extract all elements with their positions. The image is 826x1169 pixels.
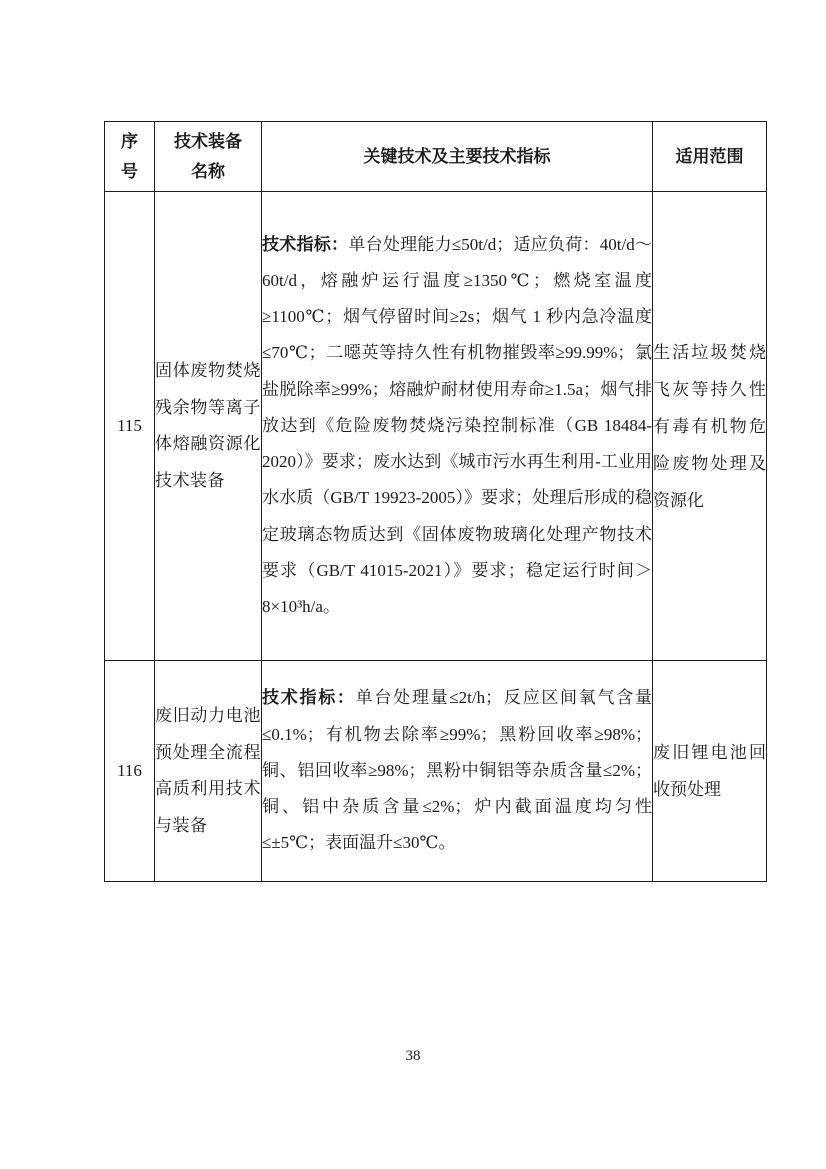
header-equipment-name-line1: 技术装备 bbox=[174, 131, 242, 151]
row-116-equipment-name: 废旧动力电池预处理全流程高质利用技术与装备 bbox=[155, 661, 262, 882]
table-header-row bbox=[105, 122, 767, 192]
row-116-indicator-text: 单台处理量≤2t/h；反应区间氧气含量≤0.1%；有机物去除率≥99%；黑粉回收率≥98%；铜、铝回收率≥98%；黑粉中铜铝等杂质含量≤2%；铜、铝中杂质含量≤2%；炉内截面温度均匀性≤±5℃；表面温升≤30℃。 bbox=[262, 688, 652, 853]
row-115-indicators bbox=[262, 192, 653, 661]
row-115-indicator-label: 技术指标： bbox=[262, 234, 349, 254]
row-116-indicators bbox=[262, 661, 653, 882]
header-key-indicators: 关键技术及主要技术指标 bbox=[262, 122, 653, 192]
header-serial-line2: 号 bbox=[121, 161, 138, 181]
row-116-serial: 116 bbox=[105, 661, 155, 882]
table-row-116 bbox=[105, 661, 767, 882]
header-equipment-name-line2: 名称 bbox=[191, 161, 225, 181]
header-applicable-scope: 适用范围 bbox=[653, 122, 767, 192]
table-row-115 bbox=[105, 192, 767, 661]
header-serial-line1: 序 bbox=[121, 131, 138, 151]
row-116-scope: 废旧锂电池回收预处理 bbox=[653, 661, 767, 882]
page-number: 38 bbox=[405, 1048, 421, 1064]
technology-equipment-table bbox=[104, 121, 767, 882]
row-115-serial: 115 bbox=[105, 192, 155, 661]
row-115-scope: 生活垃圾焚烧飞灰等持久性有毒有机物危险废物处理及资源化 bbox=[653, 192, 767, 661]
row-115-equipment-name: 固体废物焚烧残余物等离子体熔融资源化技术装备 bbox=[155, 192, 262, 661]
row-116-indicator-label: 技术指标： bbox=[262, 688, 356, 708]
row-115-indicator-text: 单台处理能力≤50t/d；适应负荷：40t/d～60t/d，熔融炉运行温度≥1350℃；燃烧室温度≥1100℃；烟气停留时间≥2s；烟气 1 秒内急冷温度≤70℃；二噁英等持久性有机物摧毁率≥99.99%；氯盐脱除率≥99%；熔融炉耐材使用寿命≥1.5a；烟气排放达到《危险废物焚烧污染控制标准（GB 18484-2020）》要求；废水达到《城市污水再生利用-工业用水水质（GB/T 19923-2005）》要求；处理后形成的稳定玻璃态物质达到《固体废物玻璃化处理产物技术要求（GB/T 41015-2021）》要求；稳定运行时间＞8×10³h/a。 bbox=[262, 234, 652, 616]
header-equipment-name bbox=[155, 122, 262, 192]
header-serial-number bbox=[105, 122, 155, 192]
